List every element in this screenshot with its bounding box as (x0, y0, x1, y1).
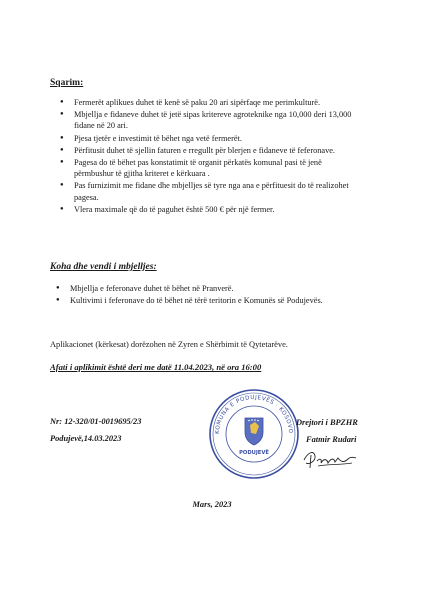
place-date: Podujevë,14.03.2023 (50, 434, 122, 443)
list-item: ● Mbjellja e fidaneve duhet të jetë sipas kritereve agroteknike nga 10,000 deri 13,000 fidane në 20 ari. (60, 109, 360, 131)
list-item: ● Fermerët aplikues duhet të kenë së paku 20 ari sipërfaqe me perimkulturë. (60, 97, 360, 108)
list-item: ● Vlera maximale që do të paguhet është 500 € për një fermer. (60, 204, 360, 215)
list-item: ● Mbjellja e feferonave duhet të bëhet në Pranverë. (56, 283, 376, 294)
signatory-name: Fatmir Rudari (306, 435, 357, 444)
list-item: ● Kultivimi i feferonave do të bëhet në tërë teritorin e Komunës së Podujevës. (56, 295, 376, 306)
list-item: ● Përfitusit duhet të sjellin faturen e rregullt për blerjen e fidaneve të feferonave. (60, 145, 360, 156)
list-item: ● Pjesa tjetër e investimit të bëhet nga vetë fermerët. (60, 133, 360, 144)
application-deadline: Afati i aplikimit është deri me datë 11.04.2023, në ora 16:00 (50, 362, 262, 372)
svg-text:PODUJEVË: PODUJEVË (239, 450, 269, 456)
application-note: Aplikacionet (kërkesat) dorëzohen në Zyren e Shërbimit të Qytetarëve. (50, 340, 288, 349)
sqarim-bullet-list (60, 97, 360, 216)
sqarim-heading: Sqarim: (50, 78, 84, 88)
reference-number: Nr: 12-320/01-0019695/23 (50, 417, 142, 426)
official-stamp (208, 388, 300, 480)
list-item: ● Pagesa do të bëhet pas konstatimit të organit përkatës komunal pasi të jenë përmbushur të gjitha kriteret e kërkuara . (60, 157, 360, 179)
svg-text:KOMUNA E PODUJEVËS · KOSOVO: KOMUNA E PODUJEVËS · KOSOVO (214, 394, 294, 435)
footer-date: Mars, 2023 (192, 500, 232, 509)
koha-heading: Koha dhe vendi i mbjelljes: (50, 262, 157, 272)
list-item: ● Pas furnizimit me fidane dhe mbjelljes së tyre nga ana e përfituesit do të realizohet pagesa. (60, 180, 360, 202)
signatory-title: Drejtori i BPZHR (296, 418, 358, 427)
koha-bullet-list (56, 283, 376, 307)
handwritten-signature (300, 446, 360, 472)
